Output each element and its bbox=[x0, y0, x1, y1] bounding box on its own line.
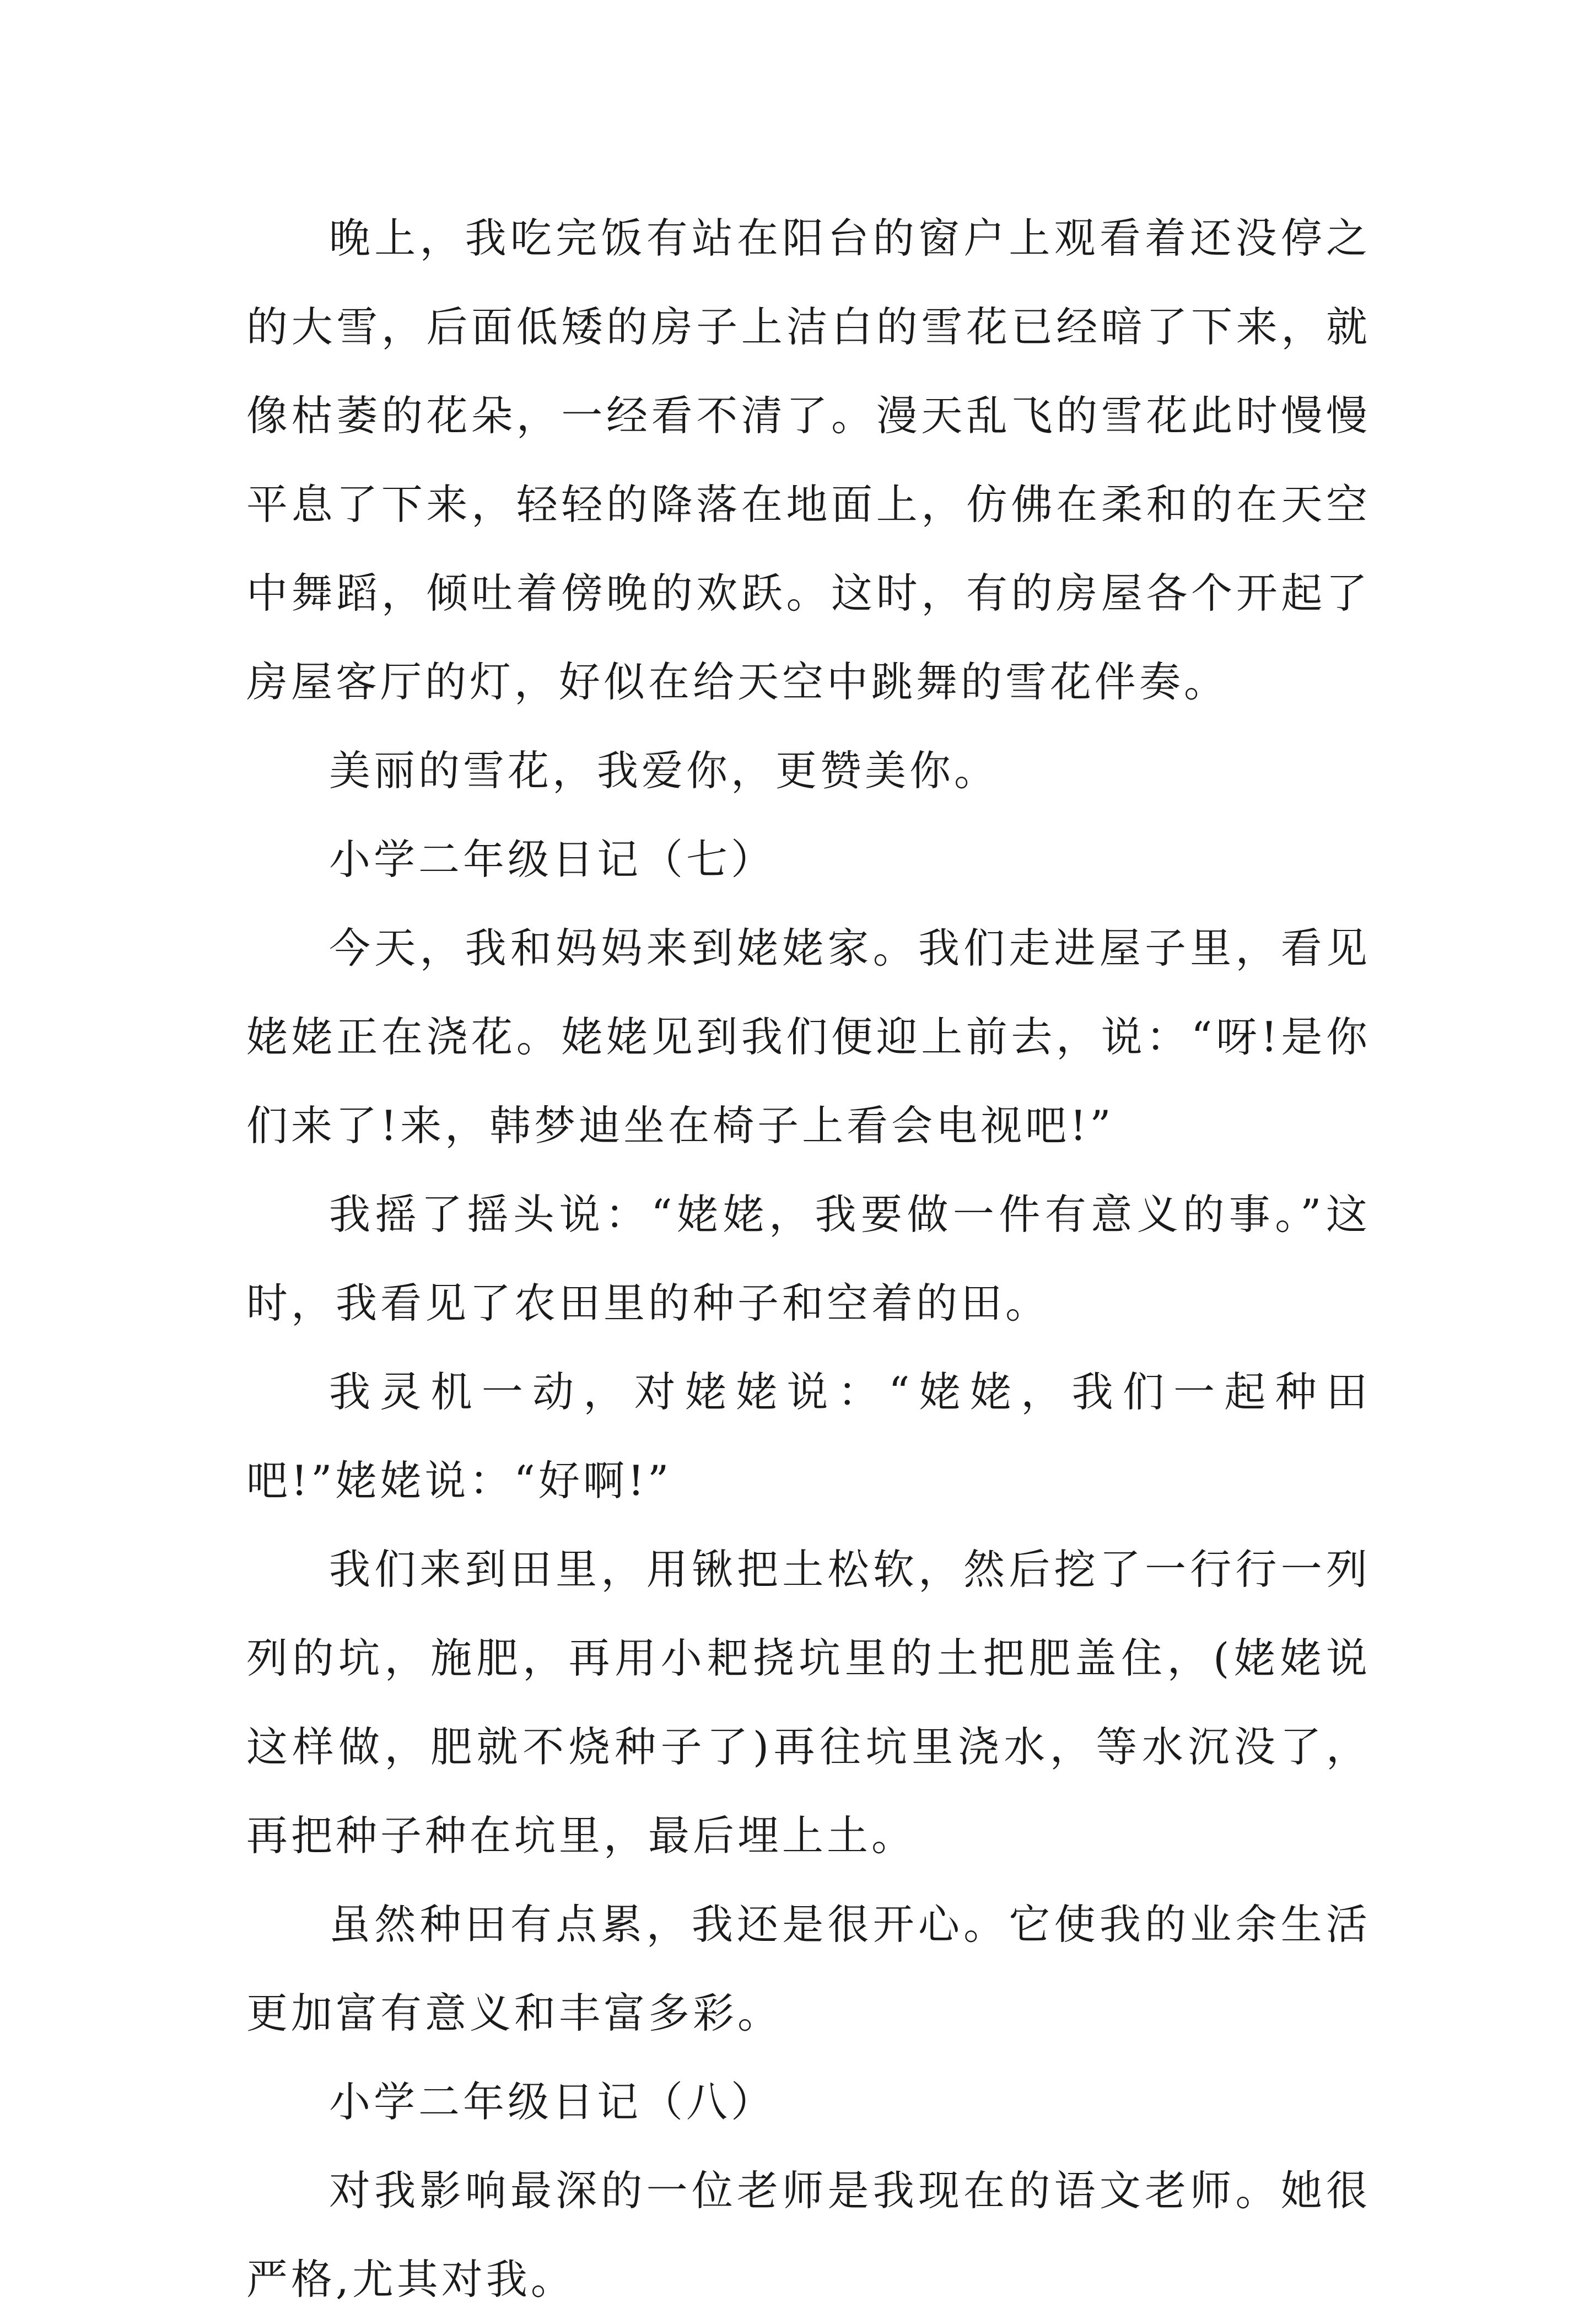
paragraph-snow-praise: 美丽的雪花，我爱你，更赞美你。 bbox=[329, 746, 999, 795]
paragraph-farming-idea: 我灵机一动，对姥姥说：“姥姥，我们一起种田吧!”姥姥说：“好啊!” bbox=[246, 1368, 1371, 1505]
paragraph-evening-snow: 晚上，我吃完饭有站在阳台的窗户上观看着还没停之的大雪，后面低矮的房子上洁白的雪花已经暗了下来，就像枯萎的花朵，一经看不清了。漫天乱飞的雪花此时慢慢平息了下来，轻轻的降落在地面上，仿佛在柔和的在天空中舞蹈，倾吐着傍晚的欢跃。这时，有的房屋各个开起了房屋客厅的灯，好似在给天空中跳舞的雪花伴奏。 bbox=[246, 214, 1371, 706]
paragraph-happy-ending: 虽然种田有点累，我还是很开心。它使我的业余生活更加富有意义和丰富多彩。 bbox=[246, 1900, 1371, 2037]
paragraph-planting-steps: 我们来到田里，用锹把土松软，然后挖了一行行一列列的坑，施肥，再用小耙挠坑里的土把肥盖住，(姥姥说这样做，肥就不烧种子了)再往坑里浇水，等水沉没了，再把种子种在坑里，最后埋上土。 bbox=[246, 1545, 1371, 1860]
paragraph-meaningful-thing: 我摇了摇头说：“姥姥，我要做一件有意义的事。”这时，我看见了农田里的种子和空着的田。 bbox=[246, 1190, 1371, 1327]
diary-heading-seven: 小学二年级日记（七） bbox=[329, 835, 776, 884]
document-body bbox=[246, 194, 1371, 2324]
paragraph-teacher: 对我影响最深的一位老师是我现在的语文老师。她很严格,尤其对我。 bbox=[246, 2166, 1371, 2304]
paragraph-visit-grandma: 今天，我和妈妈来到姥姥家。我们走进屋子里，看见姥姥正在浇花。姥姥见到我们便迎上前去，说：“呀!是你们来了!来，韩梦迪坐在椅子上看会电视吧!” bbox=[246, 924, 1371, 1150]
diary-heading-eight: 小学二年级日记（八） bbox=[329, 2078, 776, 2126]
